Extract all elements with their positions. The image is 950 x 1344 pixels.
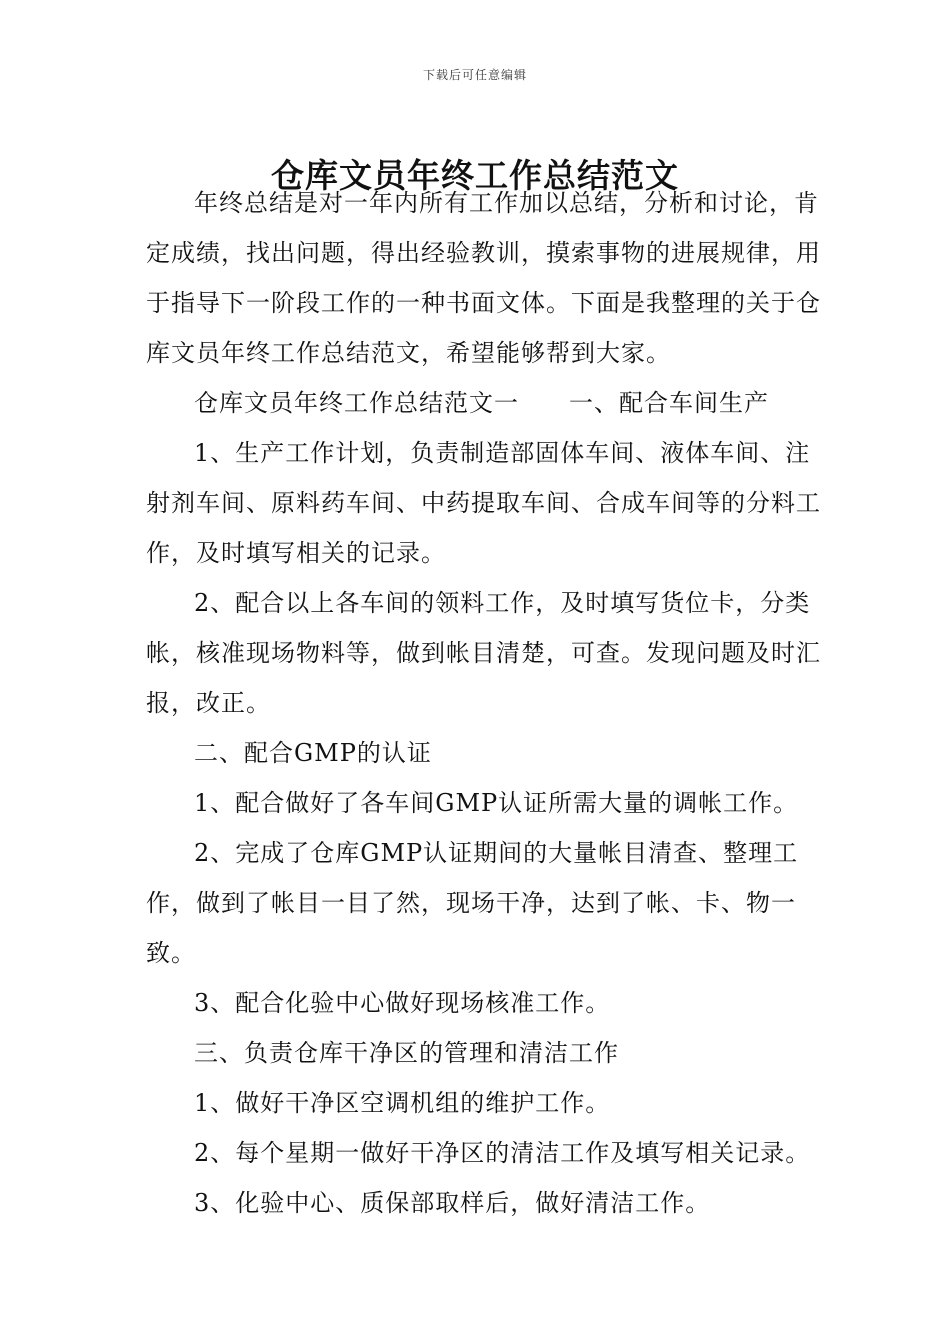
section-heading-1: 仓库文员年终工作总结范文一 一、配合车间生产 <box>194 389 769 417</box>
list-item: 1、配合做好了各车间GMP认证所需大量的调帐工作。 <box>194 789 799 817</box>
list-item: 2、完成了仓库GMP认证期间的大量帐目清查、整理工作，做到了帐目一目了然，现场干净，达到了帐、卡、物一致。 <box>146 839 799 967</box>
list-item: 1、做好干净区空调机组的维护工作。 <box>194 1089 611 1117</box>
list-item: 1、生产工作计划，负责制造部固体车间、液体车间、注射剂车间、原料药车间、中药提取车间、合成车间等的分料工作，及时填写相关的记录。 <box>146 439 821 567</box>
list-item: 2、每个星期一做好干净区的清洁工作及填写相关记录。 <box>194 1139 811 1167</box>
page-header-note: 下载后可任意编辑 <box>422 68 527 82</box>
list-item: 3、化验中心、质保部取样后，做好清洁工作。 <box>194 1189 711 1217</box>
list-item: 3、配合化验中心做好现场核准工作。 <box>194 989 611 1017</box>
document-title: 仓库文员年终工作总结范文 <box>271 156 679 196</box>
document-body <box>146 178 826 1228</box>
section-heading-3: 三、负责仓库干净区的管理和清洁工作 <box>194 1039 619 1067</box>
list-item: 2、配合以上各车间的领料工作，及时填写货位卡，分类帐，核准现场物料等，做到帐目清楚，可查。发现问题及时汇报，改正。 <box>146 589 821 717</box>
section-heading-2: 二、配合GMP的认证 <box>194 739 432 767</box>
intro-paragraph: 年终总结是对一年内所有工作加以总结，分析和讨论，肯定成绩，找出问题，得出经验教训，摸索事物的进展规律，用于指导下一阶段工作的一种书面文体。下面是我整理的关于仓库文员年终工作总结范文，希望能够帮到大家。 <box>146 189 821 367</box>
